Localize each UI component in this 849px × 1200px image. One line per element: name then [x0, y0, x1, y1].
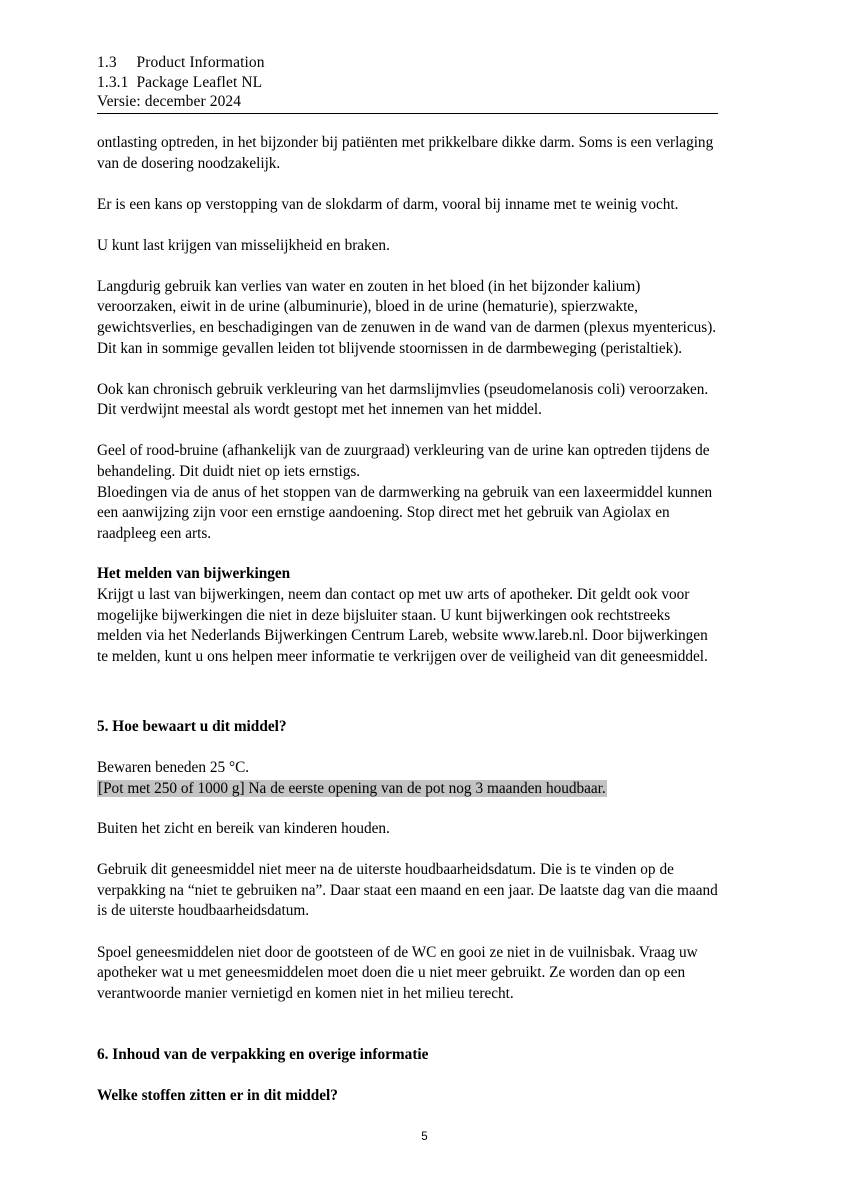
header-line-package-leaflet: 1.3.1 Package Leaflet NL	[97, 73, 263, 91]
spacer	[97, 1066, 719, 1086]
paragraph-ontlasting: ontlasting optreden, in het bijzonder bij patiënten met prikkelbare dikke darm. Soms is een verlaging van de dosering noodzakelijk.	[97, 134, 714, 172]
document-body	[97, 133, 719, 1107]
spacer	[97, 667, 719, 717]
spacer	[97, 738, 719, 758]
heading-section-5: 5. Hoe bewaart u dit middel?	[97, 718, 287, 736]
paragraph-melden-bijwerkingen: Krijgt u last van bijwerkingen, neem dan contact op met uw arts of apotheker. Dit geldt ook voor mogelijke bijwerkingen die niet in deze bijsluiter staan. U kunt bijwerkingen ook rechtstreeks melden via het Nederlands Bijwerkingen Centrum Lareb, website www.lareb.nl. Door bijwerkingen te melden, kunt u ons helpen meer informatie te verkrijgen over de veiligheid van dit geneesmiddel.	[97, 586, 708, 665]
paragraph-verkleuring-urine: Geel of rood-bruine (afhankelijk van de zuurgraad) verkleuring van de urine kan optreden tijdens de behandeling. Dit duidt niet op iets ernstigs.	[97, 442, 710, 481]
page-number: 5	[421, 1131, 428, 1143]
subheading-welke-stoffen: Welke stoffen zitten er in dit middel?	[97, 1086, 338, 1104]
spacer	[97, 544, 719, 564]
paragraph-misselijkheid: U kunt last krijgen van misselijkheid en braken.	[97, 236, 390, 254]
document-header	[97, 53, 718, 112]
paragraph-verstopping: Er is een kans op verstopping van de slokdarm of darm, vooral bij inname met te weinig vocht.	[97, 195, 679, 213]
paragraph-afvalverwerking: Spoel geneesmiddelen niet door de gootsteen of de WC en gooi ze niet in de vuilnisbak. Vraag uw apotheker wat u met geneesmiddelen moet doen die u niet meer gebruikt. Ze worden dan op een verantwoorde manier vernietigd en komen niet in het milieu terecht.	[97, 943, 698, 1002]
paragraph-langdurig-gebruik: Langdurig gebruik kan verlies van water en zouten in het bloed (in het bijzonder kalium) veroorzaken, eiwit in de urine (albuminurie), bloed in de urine (hematurie), spierzwakte, gewichtsverlies, en beschadigingen van de zenuwen in de wand van de darmen (plexus myentericus). Dit kan in sommige gevallen leiden tot blijvende stoornissen in de darmbeweging (peristaltiek).	[97, 277, 717, 357]
header-line-product-information: 1.3 Product Information	[97, 54, 265, 71]
paragraph-bewaren-temperatuur: Bewaren beneden 25 °C.	[97, 758, 250, 776]
paragraph-houdbaarheidsdatum: Gebruik dit geneesmiddel niet meer na de uiterste houdbaarheidsdatum. Die is te vinden op de verpakking na “niet te gebruiken na”. Daar staat een maand en een jaar. De laatste dag van die maand is de uiterste houdbaarheidsdatum.	[97, 861, 718, 920]
paragraph-pseudomelanosis: Ook kan chronisch gebruik verkleuring van het darmslijmvlies (pseudomelanosis coli) veroorzaken. Dit verdwijnt meestal als wordt gestopt met het innemen van het middel.	[97, 380, 709, 419]
header-divider-rule	[97, 113, 718, 114]
header-line-version: Versie: december 2024	[97, 93, 242, 110]
paragraph-pot-houdbaarheid	[97, 779, 719, 800]
paragraph-bloedingen: Bloedingen via de anus of het stoppen van de darmwerking na gebruik van een laxeermiddel kunnen een aanwijzing zijn voor een ernstige aandoening. Stop direct met het gebruik van Agiolax en raadpleeg een arts.	[97, 483, 713, 542]
highlighted-text: [Pot met 250 of 1000 g] Na de eerste opening van de pot nog 3 maanden houdbaar.	[98, 779, 606, 797]
subheading-melden-bijwerkingen: Het melden van bijwerkingen	[97, 565, 291, 583]
spacer	[97, 799, 719, 819]
spacer	[97, 1004, 719, 1045]
heading-section-6: 6. Inhoud van de verpakking en overige informatie	[97, 1046, 429, 1064]
paragraph-buiten-bereik-kinderen: Buiten het zicht en bereik van kinderen houden.	[97, 820, 390, 838]
